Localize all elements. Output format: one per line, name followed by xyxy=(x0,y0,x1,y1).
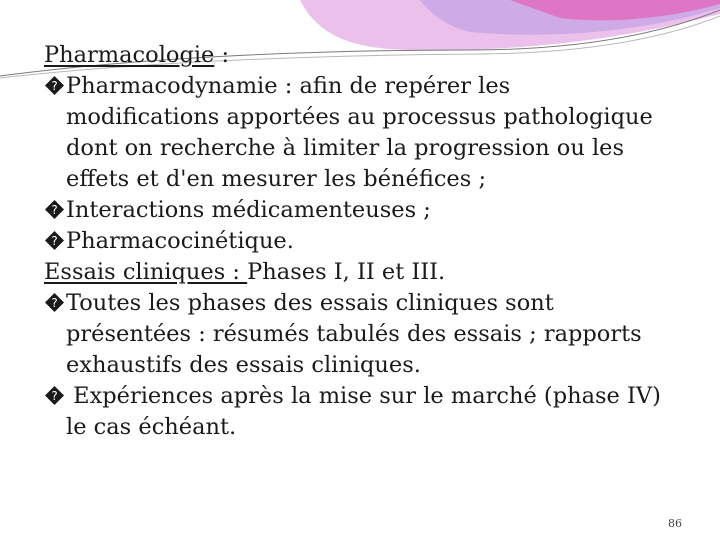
heading-essais-text: Essais cliniques : xyxy=(44,259,248,285)
replacement-glyph-icon xyxy=(44,384,65,405)
svg-text:?: ? xyxy=(51,296,58,310)
bullet-text-line: Pharmacocinétique. xyxy=(66,228,294,254)
page-number: 86 xyxy=(668,517,682,530)
bullet-text-line: Toutes les phases des essais cliniques sont xyxy=(66,290,554,316)
bullet-text-line: dont on recherche à limiter la progression ou les xyxy=(66,135,625,161)
bullet-text-line: le cas échéant. xyxy=(66,414,237,440)
bullet-item-pharmacocinetique xyxy=(44,226,684,257)
slide-content xyxy=(44,40,684,443)
bullet-text-line: Pharmacodynamie : afin de repérer les xyxy=(66,73,511,99)
bullet-text-line: Interactions médicamenteuses ; xyxy=(66,197,431,223)
section-heading-essais xyxy=(44,257,684,288)
section-heading-pharmacologie xyxy=(44,40,684,71)
bullet-text-line: présentées : résumés tabulés des essais ; rapports xyxy=(66,321,642,347)
replacement-glyph-icon xyxy=(44,291,65,312)
bullet-item-pharmacodynamie xyxy=(44,71,684,195)
svg-text:?: ? xyxy=(51,203,58,217)
heading-essais-suffix: Phases I, II et III. xyxy=(247,259,446,285)
bullet-item-experiences xyxy=(44,381,684,443)
svg-text:?: ? xyxy=(51,389,58,403)
replacement-glyph-icon xyxy=(44,229,65,250)
svg-text:?: ? xyxy=(51,234,58,248)
bullet-text-line: effets et d'en mesurer les bénéfices ; xyxy=(66,166,487,192)
bullet-text-line: modifications apportées au processus pathologique xyxy=(66,104,653,130)
svg-text:?: ? xyxy=(51,79,58,93)
heading-pharmacologie-text: Pharmacologie xyxy=(44,42,215,68)
heading-colon: : xyxy=(214,42,230,68)
bullet-text-line: exhaustifs des essais cliniques. xyxy=(66,352,421,378)
replacement-glyph-icon xyxy=(44,74,65,95)
replacement-glyph-icon xyxy=(44,198,65,219)
bullet-item-interactions xyxy=(44,195,684,226)
bullet-item-phases xyxy=(44,288,684,381)
bullet-text-line: Expériences après la mise sur le marché (phase IV) xyxy=(66,383,661,409)
